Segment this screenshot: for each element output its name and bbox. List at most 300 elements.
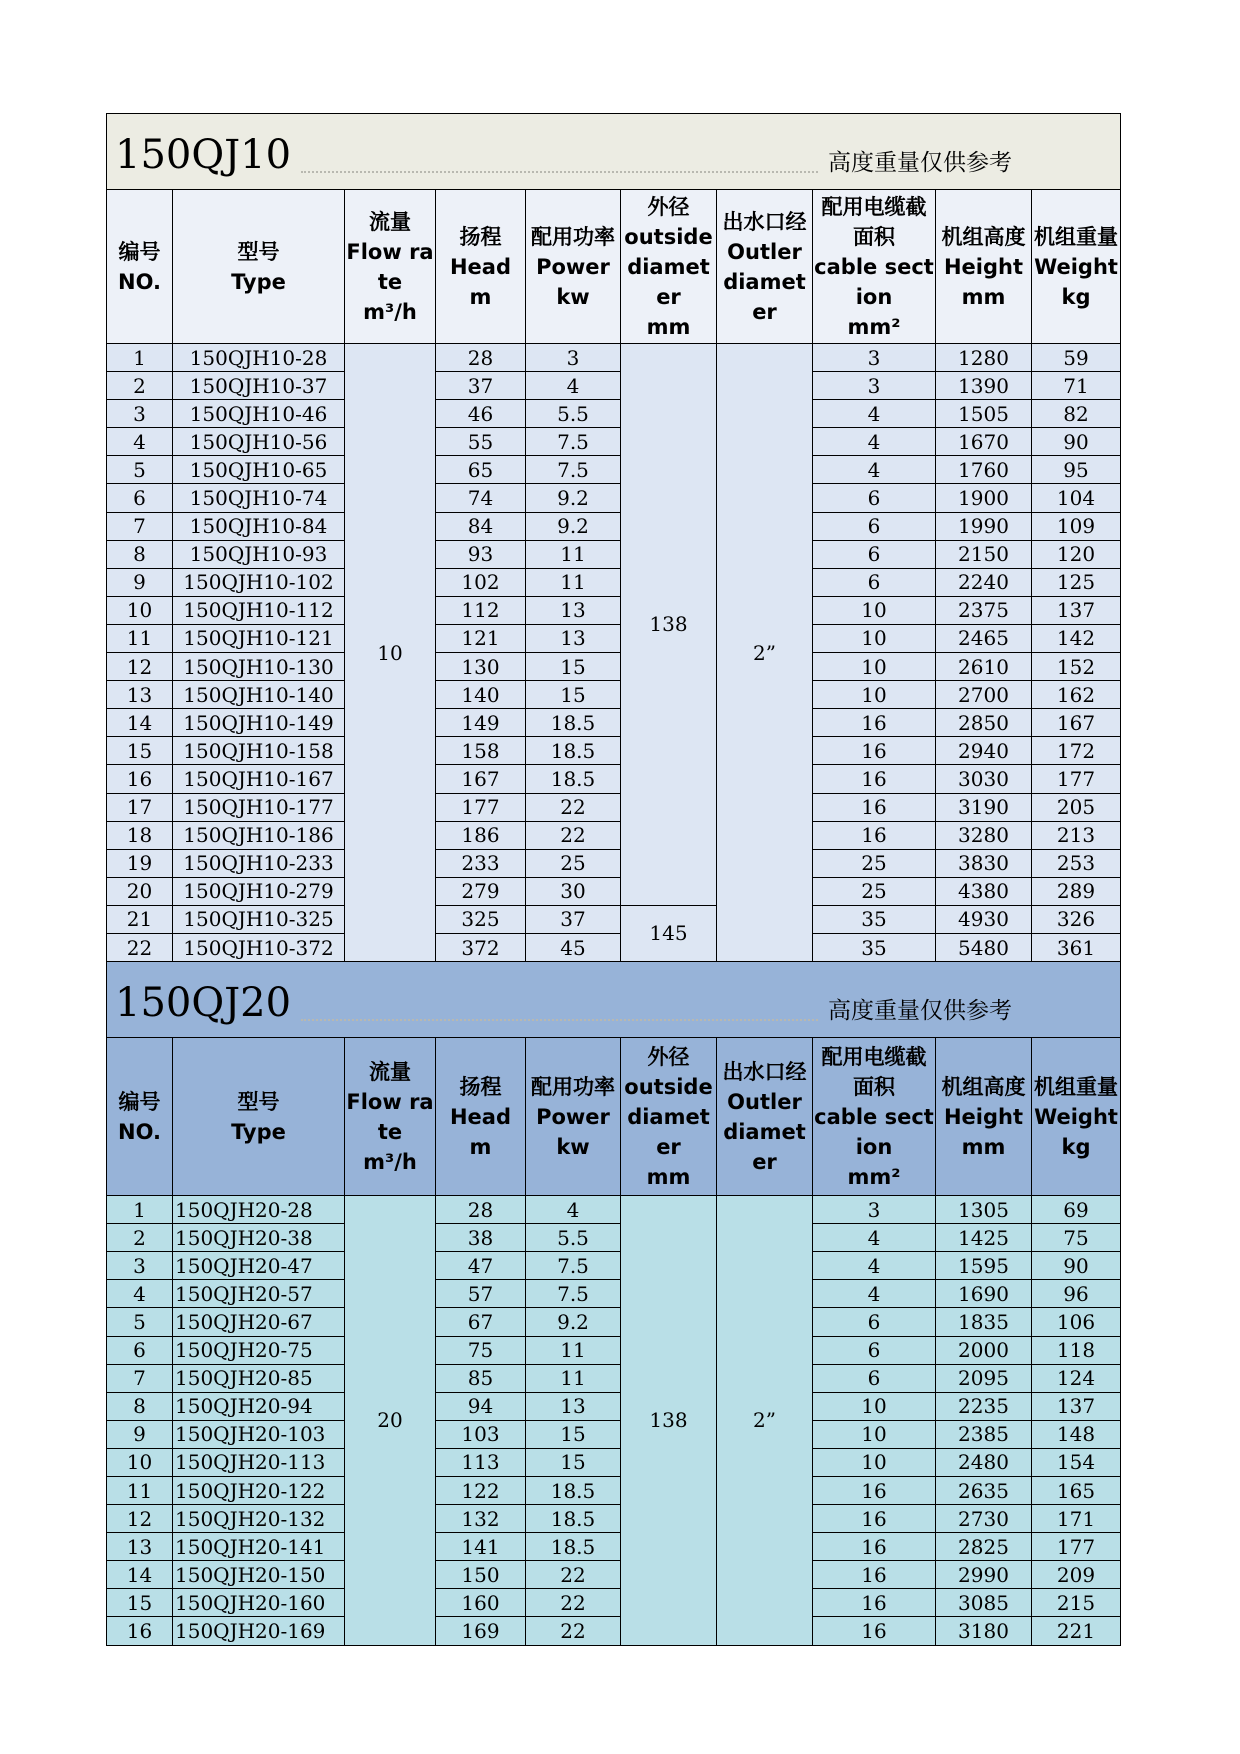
cell-head: 65 [436,456,526,484]
table-row [107,877,1121,905]
header-zh: 编号 [118,239,161,264]
cell-type: 150QJH10-121 [173,624,345,652]
cell-weight: 177 [1032,1533,1121,1561]
cell-weight: 104 [1032,484,1121,512]
cell-power: 11 [526,1364,621,1392]
header-diameter [621,190,717,344]
cell-weight: 106 [1032,1308,1121,1336]
cell-type: 150QJH10-37 [173,372,345,400]
table-row [107,372,1121,400]
cell-weight: 125 [1032,568,1121,596]
cell-no: 7 [107,512,173,540]
cell-height: 2850 [936,709,1032,737]
cell-cable: 6 [813,512,936,540]
cell-type: 150QJH10-325 [173,905,345,933]
cell-no: 17 [107,793,173,821]
cell-head: 38 [436,1224,526,1252]
cell-no: 18 [107,821,173,849]
cell-weight: 213 [1032,821,1121,849]
header-unit: kw [556,1134,590,1159]
cell-weight: 361 [1032,933,1121,961]
cell-weight: 142 [1032,624,1121,652]
cell-weight: 71 [1032,372,1121,400]
cell-no: 14 [107,1561,173,1589]
cell-no: 13 [107,1533,173,1561]
cell-type: 150QJH10-46 [173,400,345,428]
header-en: NO. [118,1119,161,1144]
cell-height: 4930 [936,905,1032,933]
cell-height: 5480 [936,933,1032,961]
cell-type: 150QJH20-150 [173,1561,345,1589]
header-zh: 流量 [369,1059,411,1084]
cell-head: 113 [436,1448,526,1476]
cell-cable: 4 [813,1280,936,1308]
cell-power: 15 [526,1420,621,1448]
cell-weight: 90 [1032,428,1121,456]
cell-no: 2 [107,1224,173,1252]
cell-head: 140 [436,681,526,709]
cell-height: 3280 [936,821,1032,849]
table-row [107,709,1121,737]
cell-no: 22 [107,933,173,961]
cell-power: 11 [526,540,621,568]
table-row [107,1533,1121,1561]
cell-type: 150QJH20-28 [173,1196,345,1224]
header-zh: 型号 [237,239,280,264]
cell-outlet-merged: 2” [717,344,813,962]
header-height [936,190,1032,344]
cell-height: 1670 [936,428,1032,456]
cell-cable: 6 [813,568,936,596]
cell-type: 150QJH10-56 [173,428,345,456]
cell-type: 150QJH20-94 [173,1392,345,1420]
cell-height: 3180 [936,1617,1032,1645]
cell-no: 12 [107,1505,173,1533]
header-zh: 外径 [647,1044,690,1069]
cell-type: 150QJH20-85 [173,1364,345,1392]
cell-type: 150QJH10-372 [173,933,345,961]
cell-cable: 16 [813,1589,936,1617]
cell-cable: 6 [813,540,936,568]
cell-power: 7.5 [526,456,621,484]
table-row [107,905,1121,933]
cell-weight: 167 [1032,709,1121,737]
cell-head: 94 [436,1392,526,1420]
section-title-row [107,962,1121,1038]
cell-no: 7 [107,1364,173,1392]
cell-height: 2095 [936,1364,1032,1392]
cell-cable: 4 [813,1224,936,1252]
table-row [107,344,1121,372]
header-en: Height [943,254,1024,279]
header-zh: 扬程 [459,224,502,249]
table-row [107,793,1121,821]
cell-weight: 148 [1032,1420,1121,1448]
cell-power: 9.2 [526,1308,621,1336]
table-row [107,1505,1121,1533]
cell-height: 3085 [936,1589,1032,1617]
cell-diameter-merged: 145 [621,905,717,961]
cell-power: 11 [526,568,621,596]
header-unit: m [469,1134,492,1159]
cell-weight: 154 [1032,1448,1121,1476]
cell-weight: 165 [1032,1477,1121,1505]
cell-height: 2730 [936,1505,1032,1533]
cell-height: 3830 [936,849,1032,877]
table-row [107,1252,1121,1280]
cell-height: 2465 [936,624,1032,652]
cell-head: 122 [436,1477,526,1505]
cell-no: 6 [107,484,173,512]
cell-power: 25 [526,849,621,877]
cell-type: 150QJH10-102 [173,568,345,596]
cell-flow-merged: 10 [345,344,436,962]
cell-cable: 16 [813,765,936,793]
cell-no: 4 [107,1280,173,1308]
cell-head: 85 [436,1364,526,1392]
cell-cable: 16 [813,1561,936,1589]
cell-type: 150QJH20-132 [173,1505,345,1533]
table-row [107,596,1121,624]
table-row [107,540,1121,568]
cell-head: 149 [436,709,526,737]
cell-height: 4380 [936,877,1032,905]
header-zh: 配用电缆截面积 [821,194,927,249]
cell-no: 8 [107,540,173,568]
section-title: 150QJ20 [115,980,292,1027]
cell-head: 37 [436,372,526,400]
cell-cable: 25 [813,849,936,877]
header-en: Type [231,269,286,294]
table-row [107,1477,1121,1505]
cell-head: 132 [436,1505,526,1533]
cell-height: 1305 [936,1196,1032,1224]
table-row [107,400,1121,428]
column-header-row [107,1038,1121,1196]
cell-type: 150QJH10-279 [173,877,345,905]
cell-power: 22 [526,1589,621,1617]
cell-no: 12 [107,653,173,681]
cell-head: 160 [436,1589,526,1617]
cell-weight: 59 [1032,344,1121,372]
cell-power: 18.5 [526,1533,621,1561]
cell-no: 16 [107,1617,173,1645]
cell-head: 177 [436,793,526,821]
cell-weight: 137 [1032,596,1121,624]
cell-power: 7.5 [526,428,621,456]
cell-power: 9.2 [526,512,621,540]
cell-weight: 253 [1032,849,1121,877]
header-unit: kg [1061,1134,1091,1159]
table-row [107,1589,1121,1617]
cell-power: 18.5 [526,765,621,793]
cell-height: 2825 [936,1533,1032,1561]
cell-height: 1835 [936,1308,1032,1336]
cell-no: 15 [107,1589,173,1617]
cell-no: 19 [107,849,173,877]
cell-no: 5 [107,456,173,484]
cell-weight: 95 [1032,456,1121,484]
cell-no: 11 [107,624,173,652]
cell-head: 46 [436,400,526,428]
cell-height: 2240 [936,568,1032,596]
table-row [107,1617,1121,1645]
cell-power: 15 [526,653,621,681]
table-row [107,1448,1121,1476]
header-power [526,190,621,344]
header-unit: mm² [847,314,901,339]
cell-cable: 6 [813,484,936,512]
cell-flow-merged: 20 [345,1196,436,1646]
header-en: cable section [814,254,934,309]
header-head [436,1038,526,1196]
cell-height: 1425 [936,1224,1032,1252]
dotted-leader [301,171,818,173]
cell-power: 18.5 [526,737,621,765]
table-row [107,568,1121,596]
cell-type: 150QJH10-112 [173,596,345,624]
table-row [107,765,1121,793]
cell-head: 74 [436,484,526,512]
cell-no: 2 [107,372,173,400]
cell-type: 150QJH20-122 [173,1477,345,1505]
cell-head: 75 [436,1336,526,1364]
table-row [107,1196,1121,1224]
cell-cable: 3 [813,344,936,372]
header-en: Weight [1034,1104,1118,1129]
cell-weight: 221 [1032,1617,1121,1645]
header-no [107,1038,173,1196]
cell-power: 13 [526,596,621,624]
spec-sheet [106,113,1120,1646]
cell-head: 372 [436,933,526,961]
cell-no: 3 [107,400,173,428]
header-cable [813,190,936,344]
cell-cable: 16 [813,1477,936,1505]
cell-height: 2990 [936,1561,1032,1589]
cell-head: 57 [436,1280,526,1308]
cell-no: 9 [107,1420,173,1448]
header-zh: 机组重量 [1034,1074,1119,1099]
cell-type: 150QJH10-65 [173,456,345,484]
table-row [107,624,1121,652]
cell-power: 4 [526,372,621,400]
header-unit: kg [1061,284,1091,309]
table-row [107,428,1121,456]
cell-weight: 162 [1032,681,1121,709]
cell-cable: 10 [813,1420,936,1448]
reference-note: 高度重量仅供参考 [828,998,1013,1025]
cell-no: 1 [107,344,173,372]
cell-weight: 326 [1032,905,1121,933]
cell-height: 1990 [936,512,1032,540]
cell-head: 279 [436,877,526,905]
pump-spec-table [106,113,1121,1646]
cell-diameter-merged: 138 [621,1196,717,1646]
cell-type: 150QJH20-141 [173,1533,345,1561]
header-unit: mm [646,1164,691,1189]
header-weight [1032,190,1121,344]
cell-weight: 209 [1032,1561,1121,1589]
cell-type: 150QJH10-93 [173,540,345,568]
cell-head: 233 [436,849,526,877]
header-en: Weight [1034,254,1118,279]
table-row [107,933,1121,961]
cell-head: 158 [436,737,526,765]
section-title-row [107,114,1121,190]
cell-power: 37 [526,905,621,933]
cell-head: 325 [436,905,526,933]
cell-cable: 25 [813,877,936,905]
cell-power: 7.5 [526,1252,621,1280]
cell-power: 4 [526,1196,621,1224]
header-unit: kw [556,284,590,309]
cell-type: 150QJH10-74 [173,484,345,512]
table-row [107,1420,1121,1448]
table-row [107,456,1121,484]
cell-cable: 16 [813,1505,936,1533]
header-zh: 流量 [369,209,411,234]
header-en: outside diameter [624,1074,713,1159]
cell-head: 55 [436,428,526,456]
cell-weight: 205 [1032,793,1121,821]
cell-weight: 120 [1032,540,1121,568]
cell-cable: 16 [813,737,936,765]
table-row [107,1336,1121,1364]
header-cable [813,1038,936,1196]
table-row [107,1392,1121,1420]
header-flow [345,190,436,344]
header-outlet [717,1038,813,1196]
section-title-cell [107,962,1121,1038]
header-diameter [621,1038,717,1196]
cell-weight: 171 [1032,1505,1121,1533]
table-row [107,681,1121,709]
cell-head: 102 [436,568,526,596]
cell-head: 28 [436,1196,526,1224]
header-type [173,1038,345,1196]
cell-no: 11 [107,1477,173,1505]
header-unit: mm [646,314,691,339]
cell-height: 2000 [936,1336,1032,1364]
header-unit: m [469,284,492,309]
table-row [107,512,1121,540]
cell-weight: 215 [1032,1589,1121,1617]
header-head [436,190,526,344]
cell-no: 1 [107,1196,173,1224]
cell-cable: 6 [813,1336,936,1364]
cell-no: 8 [107,1392,173,1420]
cell-height: 1280 [936,344,1032,372]
cell-outlet-merged: 2” [717,1196,813,1646]
cell-height: 1690 [936,1280,1032,1308]
cell-cable: 16 [813,709,936,737]
cell-height: 1505 [936,400,1032,428]
cell-height: 1595 [936,1252,1032,1280]
table-row [107,1224,1121,1252]
cell-no: 4 [107,428,173,456]
cell-cable: 3 [813,372,936,400]
header-en: Type [231,1119,286,1144]
cell-no: 10 [107,596,173,624]
cell-power: 5.5 [526,400,621,428]
cell-no: 9 [107,568,173,596]
table-row [107,849,1121,877]
cell-head: 47 [436,1252,526,1280]
cell-height: 3190 [936,793,1032,821]
header-flow [345,1038,436,1196]
cell-type: 150QJH20-47 [173,1252,345,1280]
cell-power: 5.5 [526,1224,621,1252]
cell-power: 18.5 [526,1477,621,1505]
header-en: Outler diameter [723,239,806,324]
header-outlet [717,190,813,344]
cell-cable: 16 [813,793,936,821]
cell-head: 67 [436,1308,526,1336]
cell-weight: 152 [1032,653,1121,681]
header-unit: m³/h [363,299,417,324]
cell-weight: 137 [1032,1392,1121,1420]
cell-no: 21 [107,905,173,933]
cell-type: 150QJH10-28 [173,344,345,372]
cell-type: 150QJH10-140 [173,681,345,709]
cell-head: 130 [436,653,526,681]
cell-height: 1390 [936,372,1032,400]
table-row [107,1308,1121,1336]
cell-height: 3030 [936,765,1032,793]
cell-height: 2700 [936,681,1032,709]
cell-weight: 124 [1032,1364,1121,1392]
cell-height: 2385 [936,1420,1032,1448]
cell-power: 9.2 [526,484,621,512]
cell-height: 2940 [936,737,1032,765]
dotted-leader [301,1019,818,1021]
cell-cable: 10 [813,596,936,624]
cell-no: 20 [107,877,173,905]
cell-cable: 6 [813,1308,936,1336]
cell-no: 15 [107,737,173,765]
cell-cable: 16 [813,821,936,849]
cell-power: 7.5 [526,1280,621,1308]
header-unit: mm² [847,1164,901,1189]
cell-no: 6 [107,1336,173,1364]
cell-cable: 10 [813,624,936,652]
header-en: Head [449,1104,512,1129]
cell-no: 5 [107,1308,173,1336]
cell-type: 150QJH10-186 [173,821,345,849]
cell-power: 11 [526,1336,621,1364]
header-zh: 型号 [237,1089,280,1114]
cell-height: 2150 [936,540,1032,568]
cell-type: 150QJH20-75 [173,1336,345,1364]
header-en: Outler diameter [723,1089,806,1174]
cell-weight: 75 [1032,1224,1121,1252]
cell-cable: 35 [813,905,936,933]
cell-weight: 118 [1032,1336,1121,1364]
cell-type: 150QJH20-57 [173,1280,345,1308]
cell-head: 150 [436,1561,526,1589]
cell-type: 150QJH20-169 [173,1617,345,1645]
cell-power: 22 [526,793,621,821]
header-zh: 配用电缆截面积 [821,1044,927,1099]
cell-power: 13 [526,1392,621,1420]
table-row [107,484,1121,512]
cell-cable: 10 [813,653,936,681]
cell-cable: 16 [813,1533,936,1561]
header-zh: 机组高度 [941,1074,1026,1099]
cell-head: 186 [436,821,526,849]
cell-no: 3 [107,1252,173,1280]
